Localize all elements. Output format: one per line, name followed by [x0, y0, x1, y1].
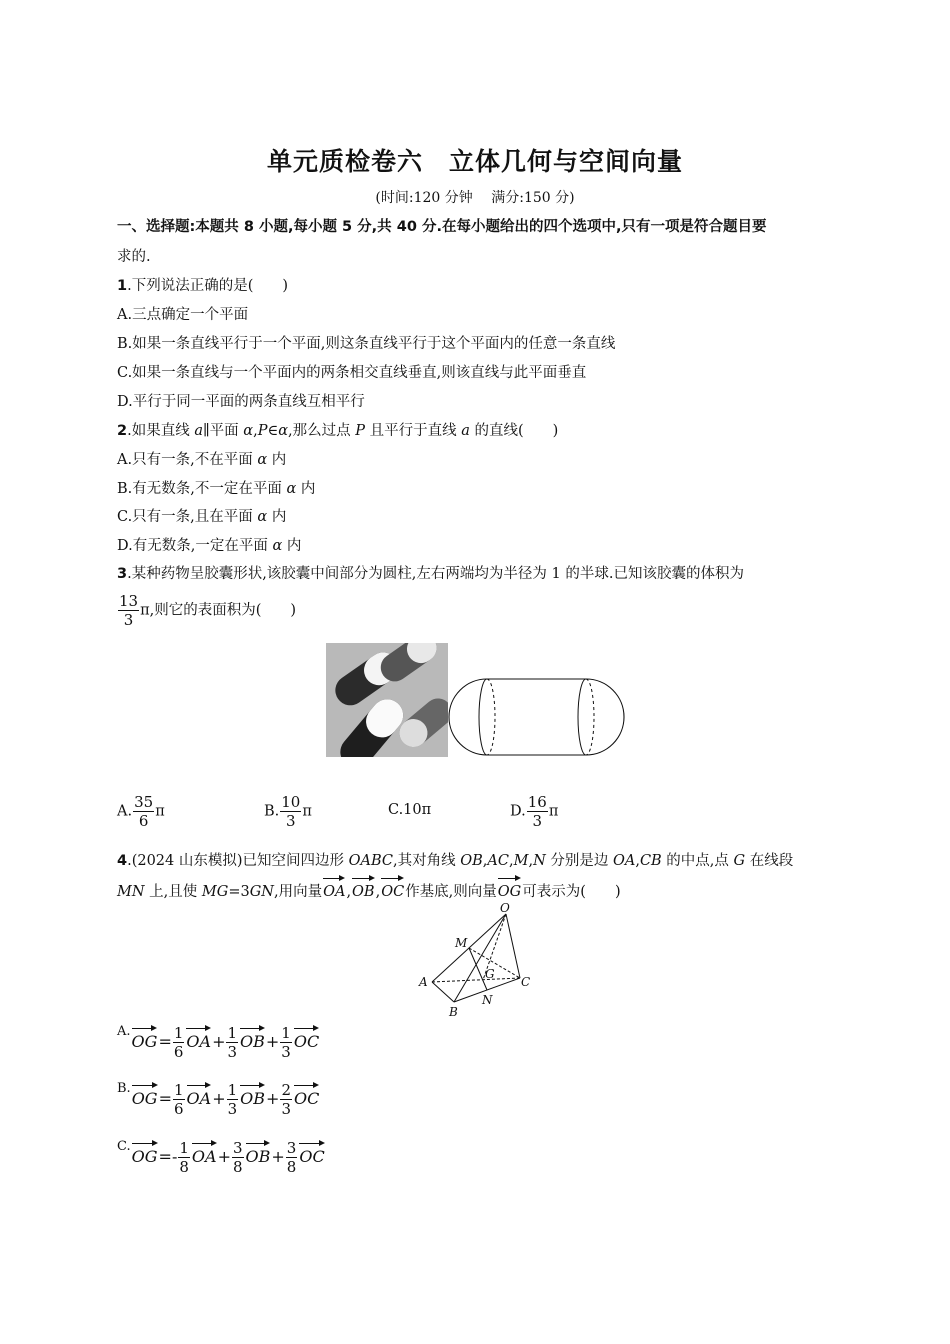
question-3: 3.某种药物呈胶囊形状,该胶囊中间部分为圆柱,左右两端均为半径为 1 的半球.已知该胶囊的体积为 [117, 566, 744, 582]
q2-option-d: D.有无数条,一定在平面 α 内 [117, 538, 302, 554]
label-a: A [419, 975, 428, 989]
question-number: 1 [117, 278, 128, 294]
capsule-photo [326, 643, 448, 757]
question-4: 4.(2024 山东模拟)已知空间四边形 OABC,其对角线 OB,AC,M,N 分别是边 OA,CB 的中点,点 G 在线段 [117, 853, 794, 869]
q1-option-d: D.平行于同一平面的两条直线互相平行 [117, 394, 365, 410]
q4-option-b: $^{B.}$OG= $\frac{1}{6}$ OA+ $\frac{1}{3}$ OB+ $\frac{2}{3}$ OC [117, 1081, 320, 1118]
tetrahedron-diagram [414, 898, 540, 1022]
q3-option-b: B. $\frac{10}{3}$ π [264, 793, 312, 830]
q1-option-a: A.三点确定一个平面 [117, 307, 249, 323]
question-2: 2.如果直线 a∥平面 α,P∈α,那么过点 P 且平行于直线 a 的直线( ) [117, 423, 559, 439]
capsule-diagram [446, 676, 630, 758]
question-1 [117, 276, 288, 296]
exam-time-score: (时间:120 分钟 满分:150 分) [375, 190, 575, 206]
vector-og: OG [498, 876, 521, 902]
volume-fraction: $\frac{13}{3}$ [119, 592, 139, 629]
section-instructions-cont: 求的. [117, 249, 151, 265]
label-m: M [455, 936, 468, 950]
label-o: O [500, 901, 510, 915]
page-title: 单元质检卷六 立体几何与空间向量 [266, 147, 683, 176]
q4-option-c: $^{C.}$OG=- $\frac{1}{8}$ OA+ $\frac{3}{8}$ OB+ $\frac{3}{8}$ OC [117, 1139, 325, 1176]
question-number: 2 [117, 423, 128, 439]
label-b: B [449, 1005, 458, 1019]
q1-option-b: B.如果一条直线平行于一个平面,则这条直线平行于这个平面内的任意一条直线 [117, 336, 616, 352]
vector-ob: OB [352, 876, 375, 902]
q1-option-c: C.如果一条直线与一个平面内的两条相交直线垂直,则该直线与此平面垂直 [117, 365, 587, 381]
question-3-cont: $\frac{13}{3}$ π,则它的表面积为( ) [119, 592, 297, 629]
section-instructions: 一、选择题:本题共 8 小题,每小题 5 分,共 40 分.在每小题给出的四个选项中,只有一项是符合题目要 [117, 219, 767, 235]
vector-oc: OC [381, 876, 404, 902]
q2-option-b: B.有无数条,不一定在平面 α 内 [117, 481, 316, 497]
question-text: .下列说法正确的是( ) [127, 278, 289, 294]
question-number: 3 [117, 566, 128, 582]
label-n: N [482, 993, 493, 1007]
q3-option-c: C.10π [388, 802, 432, 818]
q3-option-d: D. $\frac{16}{3}$ π [510, 793, 559, 830]
q3-option-a: A. $\frac{35}{6}$ π [117, 793, 165, 830]
label-c: C [521, 975, 531, 989]
question-4-cont: MN 上,且使 MG=3GN,用向量OA,OB,OC作基底,则向量OG可表示为( ) [117, 876, 621, 902]
label-g: G [485, 967, 495, 981]
question-number: 4 [117, 853, 128, 869]
q4-option-a: $^{A.}$OG= $\frac{1}{6}$ OA+ $\frac{1}{3}$ OB+ $\frac{1}{3}$ OC [117, 1024, 320, 1061]
q2-option-a: A.只有一条,不在平面 α 内 [117, 452, 287, 468]
vector-oa: OA [323, 876, 345, 902]
q2-option-c: C.只有一条,且在平面 α 内 [117, 509, 287, 525]
